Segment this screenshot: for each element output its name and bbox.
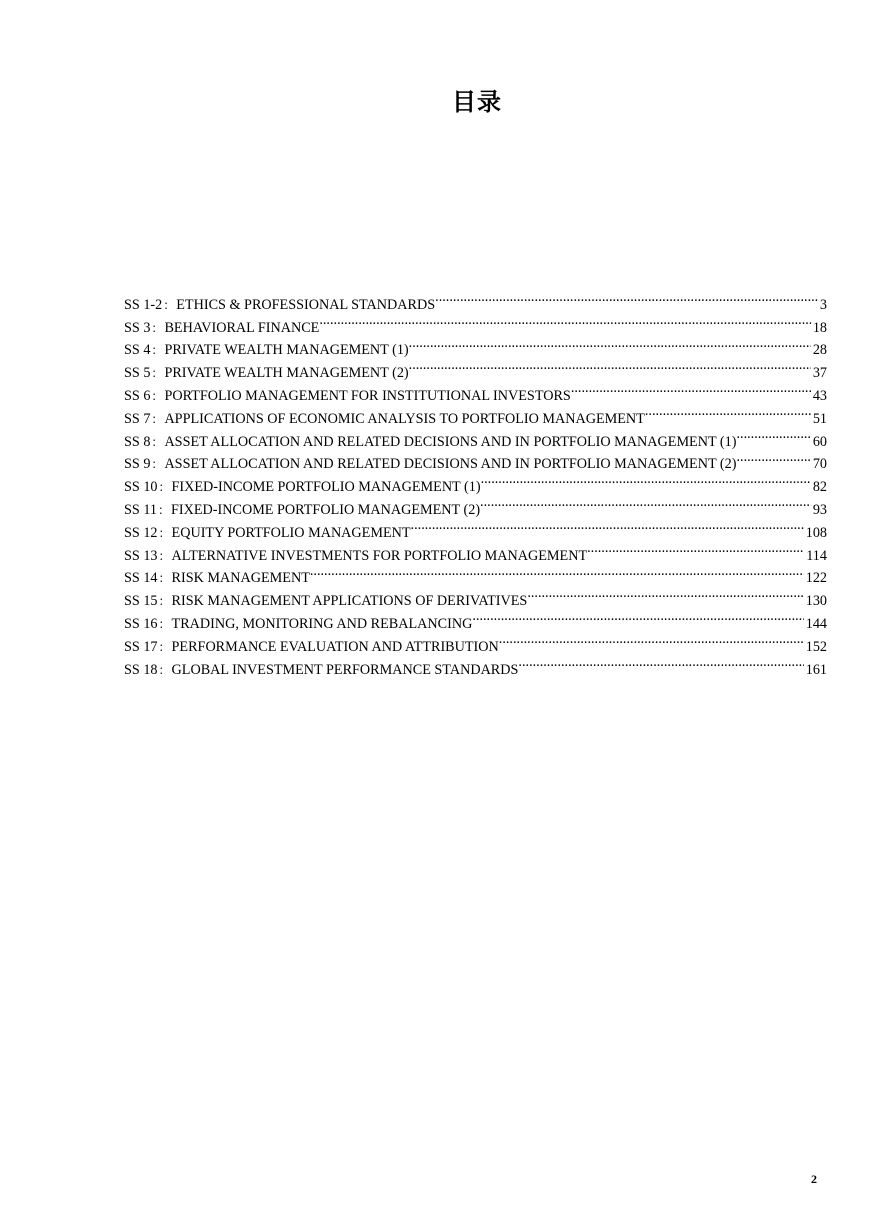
toc-entry-title: RISK MANAGEMENT APPLICATIONS OF DERIVATIVES — [171, 593, 528, 610]
toc-entry-title: PERFORMANCE EVALUATION AND ATTRIBUTION — [171, 638, 499, 655]
toc-entry-separator: ： — [158, 571, 171, 586]
toc-entry-title: APPLICATIONS OF ECONOMIC ANALYSIS TO PORTFOLIO MANAGEMENT — [164, 410, 645, 427]
toc-entry-number: SS 13 — [124, 547, 158, 564]
toc-entry-separator: ： — [151, 411, 164, 426]
toc-dot-leader — [481, 468, 811, 491]
toc-entry-page: 43 — [812, 387, 827, 404]
toc-entry-number: SS 1-2 — [124, 296, 163, 313]
page-number: 2 — [811, 1172, 817, 1186]
toc-entry-separator: ： — [158, 616, 171, 631]
toc-entry-number: SS 8 — [124, 433, 151, 450]
toc-entry-title: PRIVATE WEALTH MANAGEMENT (2) — [164, 365, 409, 382]
toc-entry-number: SS 15 — [124, 593, 158, 610]
toc-entry-title: ASSET ALLOCATION AND RELATED DECISIONS AND IN PORTFOLIO MANAGEMENT (1) — [164, 433, 737, 450]
toc-dot-leader — [472, 605, 803, 628]
toc-entry-number: SS 5 — [124, 365, 151, 382]
toc-entry-title: GLOBAL INVESTMENT PERFORMANCE STANDARDS — [171, 661, 519, 678]
toc-dot-leader — [310, 560, 804, 583]
toc-entry-separator: ： — [163, 297, 176, 312]
toc-dot-leader — [736, 423, 810, 446]
toc-entry-title: ETHICS & PROFESSIONAL STANDARDS — [176, 296, 436, 313]
toc-dot-leader — [411, 514, 804, 537]
toc-entry-separator: ： — [151, 457, 164, 472]
toc-entry-page: 93 — [812, 501, 827, 518]
toc-entry-page: 130 — [805, 593, 827, 610]
toc-entry-separator: ： — [158, 502, 171, 517]
toc-entry-number: SS 7 — [124, 410, 151, 427]
toc-entry-number: SS 3 — [124, 319, 151, 336]
toc-entry-page: 161 — [805, 661, 827, 678]
toc-entry-page: 108 — [805, 524, 827, 541]
page-title: 目录 — [452, 88, 502, 116]
toc-entry-title: RISK MANAGEMENT — [171, 570, 310, 587]
toc-entry-separator: ： — [151, 320, 164, 335]
toc-entry-separator: ： — [158, 480, 171, 495]
toc-entry-title: PRIVATE WEALTH MANAGEMENT (1) — [164, 342, 409, 359]
toc-entry-title: EQUITY PORTFOLIO MANAGEMENT — [171, 524, 411, 541]
toc-entry-number: SS 6 — [124, 387, 151, 404]
toc-dot-leader — [587, 537, 804, 560]
toc-entry-title: ALTERNATIVE INVESTMENTS FOR PORTFOLIO MANAGEMENT — [171, 547, 588, 564]
toc-dot-leader — [736, 446, 810, 469]
toc-entry-separator: ： — [158, 662, 171, 677]
toc-entry-title: ASSET ALLOCATION AND RELATED DECISIONS AND IN PORTFOLIO MANAGEMENT (2) — [164, 456, 737, 473]
toc-entry-page: 37 — [812, 365, 827, 382]
toc-entry-title: FIXED-INCOME PORTFOLIO MANAGEMENT (2) — [171, 501, 481, 518]
toc-entry-number: SS 18 — [124, 661, 158, 678]
toc-entry-page: 60 — [812, 433, 827, 450]
toc-dot-leader — [518, 651, 803, 674]
toc-entry-separator: ： — [158, 639, 171, 654]
toc-entry-title: BEHAVIORAL FINANCE — [164, 319, 320, 336]
toc-dot-leader — [409, 354, 811, 377]
toc-dot-leader — [480, 491, 811, 514]
toc-entry-number: SS 11 — [124, 501, 157, 518]
toc-dot-leader — [571, 377, 811, 400]
toc-entry[interactable] — [124, 286, 827, 313]
toc-entry-page: 82 — [812, 479, 827, 496]
toc-entry-title: PORTFOLIO MANAGEMENT FOR INSTITUTIONAL INVESTORS — [164, 387, 571, 404]
toc-entry-separator: ： — [151, 366, 164, 381]
toc-entry-separator: ： — [151, 343, 164, 358]
toc-entry-separator: ： — [151, 434, 164, 449]
toc-dot-leader — [409, 332, 811, 355]
table-of-contents — [124, 286, 827, 678]
toc-entry-page: 122 — [805, 570, 827, 587]
toc-entry-page: 3 — [819, 296, 827, 313]
toc-entry-number: SS 16 — [124, 615, 158, 632]
toc-entry-separator: ： — [158, 594, 171, 609]
toc-entry-page: 144 — [805, 615, 827, 632]
toc-dot-leader — [527, 582, 803, 605]
toc-entry-number: SS 12 — [124, 524, 158, 541]
toc-entry-page: 51 — [812, 410, 827, 427]
toc-entry-separator: ： — [158, 548, 171, 563]
toc-dot-leader — [319, 309, 810, 332]
toc-entry-number: SS 10 — [124, 479, 158, 496]
toc-entry-page: 114 — [806, 547, 827, 564]
toc-entry-number: SS 9 — [124, 456, 151, 473]
toc-entry-page: 28 — [812, 342, 827, 359]
toc-dot-leader — [435, 286, 818, 309]
toc-entry-number: SS 17 — [124, 638, 158, 655]
toc-entry-page: 152 — [805, 638, 827, 655]
toc-entry-number: SS 14 — [124, 570, 158, 587]
toc-entry-title: FIXED-INCOME PORTFOLIO MANAGEMENT (1) — [171, 479, 481, 496]
toc-entry-separator: ： — [151, 388, 164, 403]
toc-entry-page: 18 — [812, 319, 827, 336]
toc-entry-number: SS 4 — [124, 342, 151, 359]
toc-entry-separator: ： — [158, 525, 171, 540]
toc-dot-leader — [645, 400, 811, 423]
toc-dot-leader — [499, 628, 804, 651]
toc-entry-page: 70 — [812, 456, 827, 473]
toc-entry-title: TRADING, MONITORING AND REBALANCING — [171, 615, 473, 632]
